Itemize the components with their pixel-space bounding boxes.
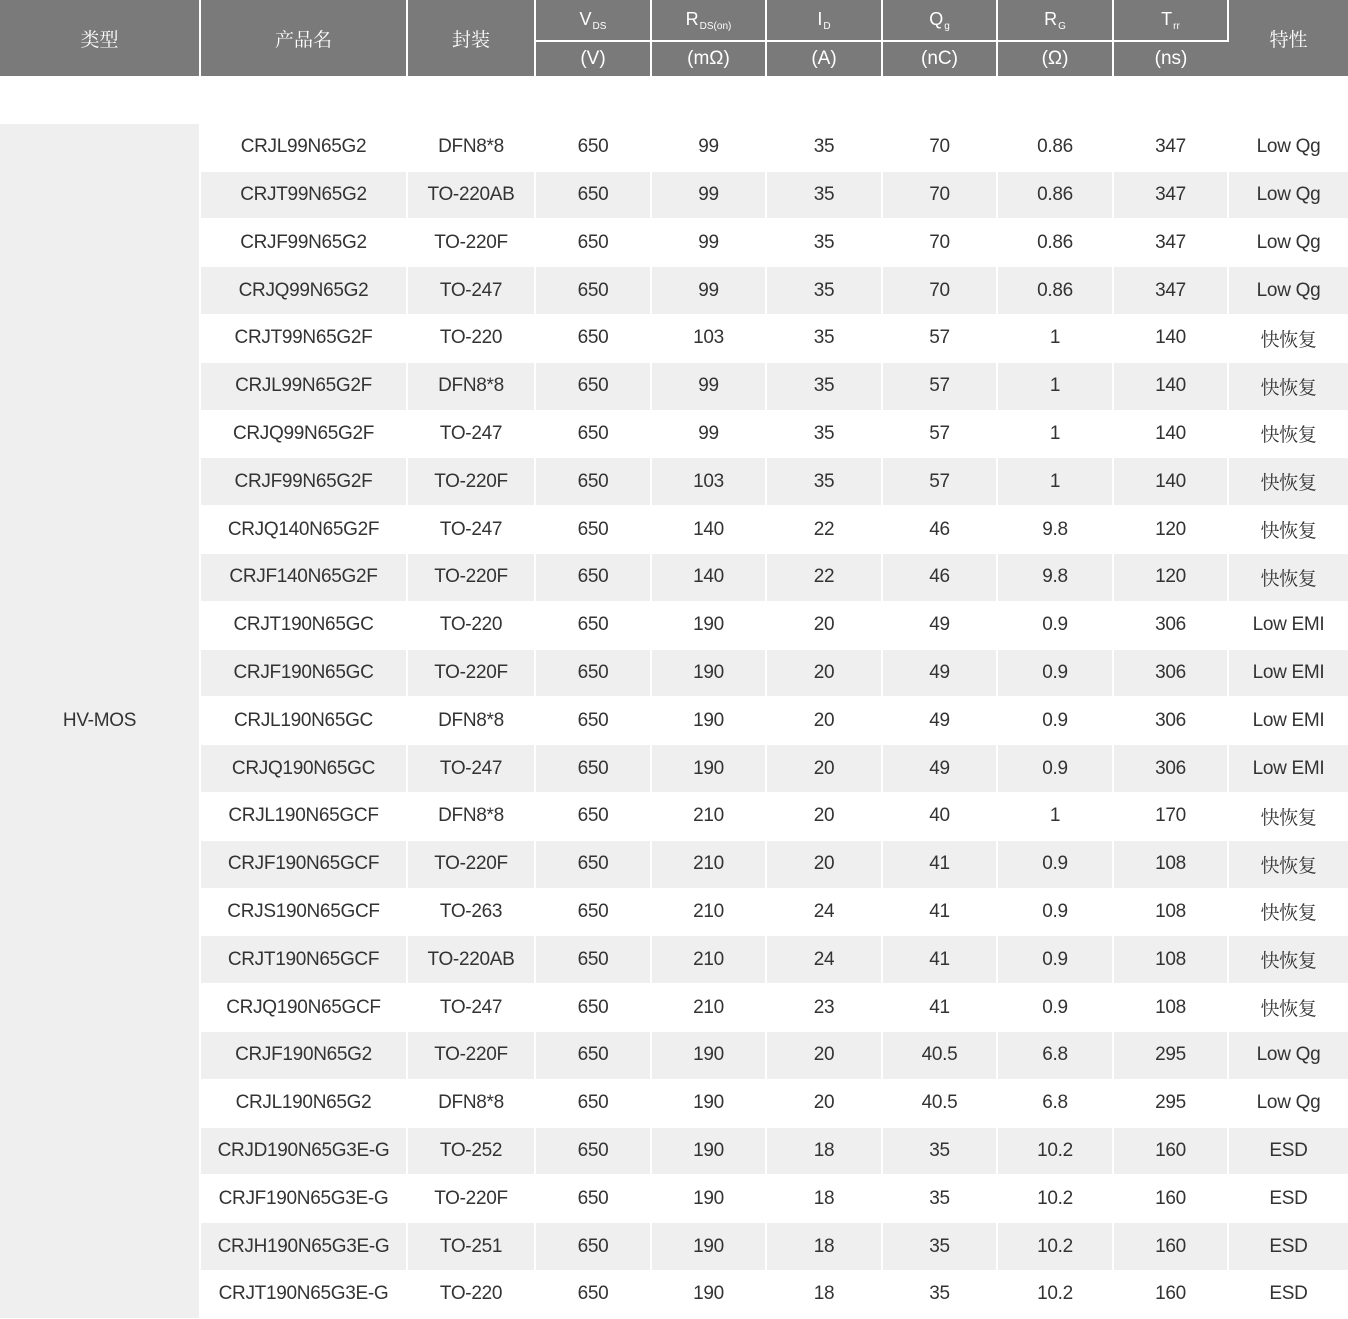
- table-row: [0, 649, 1348, 697]
- cell-package: TO-263: [407, 888, 535, 936]
- cell-trr: 160: [1113, 1127, 1228, 1175]
- cell-feature: 快恢复: [1228, 362, 1348, 410]
- cell-product: CRJD190N65G3E-G: [200, 1127, 407, 1175]
- cell-vds: 650: [535, 410, 651, 458]
- table-row: [0, 936, 1348, 984]
- cell-feature: ESD: [1228, 1127, 1348, 1175]
- cell-rg: 0.9: [997, 649, 1113, 697]
- cell-rg: 10.2: [997, 1175, 1113, 1223]
- col-header-feature: 特性: [1228, 0, 1348, 76]
- cell-qg: 40: [882, 792, 997, 840]
- cell-trr: 120: [1113, 506, 1228, 554]
- cell-rds: 140: [651, 553, 766, 601]
- cell-package: TO-220AB: [407, 936, 535, 984]
- cell-id: 35: [766, 410, 882, 458]
- cell-qg: 40.5: [882, 1031, 997, 1079]
- cell-id: 20: [766, 1079, 882, 1127]
- cell-vds: 650: [535, 745, 651, 793]
- cell-id: 35: [766, 219, 882, 267]
- cell-qg: 46: [882, 553, 997, 601]
- cell-feature: Low Qg: [1228, 171, 1348, 219]
- cell-feature: 快恢复: [1228, 792, 1348, 840]
- cell-vds: 650: [535, 601, 651, 649]
- col-header-rg: $R_G$: [997, 0, 1113, 41]
- table-row: [0, 506, 1348, 554]
- cell-feature: Low Qg: [1228, 123, 1348, 171]
- cell-qg: 41: [882, 888, 997, 936]
- table-row: [0, 697, 1348, 745]
- cell-feature: Low EMI: [1228, 745, 1348, 793]
- cell-vds: 650: [535, 171, 651, 219]
- cell-product: CRJQ99N65G2F: [200, 410, 407, 458]
- table-row: [0, 1223, 1348, 1271]
- table-row: [0, 458, 1348, 506]
- cell-qg: 41: [882, 984, 997, 1032]
- cell-rds: 210: [651, 840, 766, 888]
- table-row: [0, 1127, 1348, 1175]
- cell-id: 18: [766, 1127, 882, 1175]
- cell-vds: 650: [535, 314, 651, 362]
- cell-rg: 0.9: [997, 601, 1113, 649]
- cell-package: TO-220: [407, 314, 535, 362]
- cell-package: TO-220F: [407, 649, 535, 697]
- cell-package: TO-220: [407, 601, 535, 649]
- cell-rg: 1: [997, 362, 1113, 410]
- cell-id: 20: [766, 649, 882, 697]
- cell-qg: 41: [882, 840, 997, 888]
- unit-id: (A): [766, 41, 882, 76]
- cell-trr: 140: [1113, 362, 1228, 410]
- cell-rds: 210: [651, 792, 766, 840]
- cell-feature: 快恢复: [1228, 410, 1348, 458]
- cell-qg: 35: [882, 1223, 997, 1271]
- cell-vds: 650: [535, 1223, 651, 1271]
- cell-product: CRJF190N65G3E-G: [200, 1175, 407, 1223]
- unit-qg: (nC): [882, 41, 997, 76]
- cell-trr: 140: [1113, 314, 1228, 362]
- cell-rds: 103: [651, 314, 766, 362]
- cell-qg: 57: [882, 458, 997, 506]
- cell-feature: 快恢复: [1228, 936, 1348, 984]
- cell-trr: 306: [1113, 601, 1228, 649]
- cell-rds: 103: [651, 458, 766, 506]
- col-header-vds: $V_{DS}$: [535, 0, 651, 41]
- cell-trr: 160: [1113, 1175, 1228, 1223]
- cell-feature: 快恢复: [1228, 984, 1348, 1032]
- cell-rg: 10.2: [997, 1223, 1113, 1271]
- cell-trr: 140: [1113, 410, 1228, 458]
- table-row: [0, 123, 1348, 171]
- cell-qg: 46: [882, 506, 997, 554]
- cell-qg: 40.5: [882, 1079, 997, 1127]
- col-header-type: 类型: [0, 0, 200, 76]
- cell-feature: Low EMI: [1228, 649, 1348, 697]
- cell-vds: 650: [535, 1079, 651, 1127]
- cell-id: 24: [766, 936, 882, 984]
- cell-product: CRJL190N65GC: [200, 697, 407, 745]
- cell-feature: Low EMI: [1228, 601, 1348, 649]
- cell-product: CRJF99N65G2: [200, 219, 407, 267]
- cell-vds: 650: [535, 267, 651, 315]
- cell-feature: 快恢复: [1228, 314, 1348, 362]
- cell-rg: 1: [997, 410, 1113, 458]
- cell-rds: 190: [651, 697, 766, 745]
- cell-id: 20: [766, 840, 882, 888]
- cell-rg: 10.2: [997, 1127, 1113, 1175]
- cell-id: 22: [766, 506, 882, 554]
- cell-product: CRJQ99N65G2: [200, 267, 407, 315]
- cell-rg: 10.2: [997, 1270, 1113, 1318]
- cell-rds: 140: [651, 506, 766, 554]
- cell-product: CRJL99N65G2: [200, 123, 407, 171]
- cell-id: 18: [766, 1223, 882, 1271]
- cell-rds: 99: [651, 123, 766, 171]
- cell-package: DFN8*8: [407, 792, 535, 840]
- cell-trr: 170: [1113, 792, 1228, 840]
- cell-rds: 190: [651, 745, 766, 793]
- table-body: [0, 76, 1348, 1318]
- col-header-qg: $Q_g$: [882, 0, 997, 41]
- cell-rg: 1: [997, 458, 1113, 506]
- cell-feature: 快恢复: [1228, 458, 1348, 506]
- cell-rg: 1: [997, 792, 1113, 840]
- cell-rds: 190: [651, 1079, 766, 1127]
- cell-trr: 306: [1113, 745, 1228, 793]
- cell-rds: 190: [651, 1270, 766, 1318]
- cell-package: TO-247: [407, 745, 535, 793]
- cell-qg: 35: [882, 1175, 997, 1223]
- table-row: [0, 410, 1348, 458]
- cell-trr: 295: [1113, 1079, 1228, 1127]
- cell-qg: 57: [882, 314, 997, 362]
- cell-feature: Low Qg: [1228, 219, 1348, 267]
- table-row: [0, 1175, 1348, 1223]
- cell-package: TO-220: [407, 1270, 535, 1318]
- cell-package: DFN8*8: [407, 123, 535, 171]
- cell-feature: Low Qg: [1228, 267, 1348, 315]
- cell-package: TO-220F: [407, 1175, 535, 1223]
- cell-id: 35: [766, 314, 882, 362]
- cell-trr: 347: [1113, 219, 1228, 267]
- cell-package: TO-220F: [407, 458, 535, 506]
- cell-rds: 99: [651, 171, 766, 219]
- cell-rg: 0.86: [997, 219, 1113, 267]
- cell-package: DFN8*8: [407, 362, 535, 410]
- cell-vds: 650: [535, 888, 651, 936]
- cell-rg: 6.8: [997, 1031, 1113, 1079]
- col-header-id: $I_D$: [766, 0, 882, 41]
- cell-product: CRJL190N65GCF: [200, 792, 407, 840]
- cell-vds: 650: [535, 649, 651, 697]
- cell-product: CRJQ190N65GC: [200, 745, 407, 793]
- cell-rg: 0.9: [997, 888, 1113, 936]
- cell-qg: 70: [882, 171, 997, 219]
- table-row: [0, 1079, 1348, 1127]
- table-row: [0, 601, 1348, 649]
- cell-rds: 99: [651, 219, 766, 267]
- category-cell: HV-MOS: [0, 123, 200, 1318]
- table-row: [0, 267, 1348, 315]
- cell-vds: 650: [535, 553, 651, 601]
- cell-vds: 650: [535, 458, 651, 506]
- cell-feature: 快恢复: [1228, 840, 1348, 888]
- cell-qg: 49: [882, 697, 997, 745]
- cell-package: TO-251: [407, 1223, 535, 1271]
- cell-trr: 295: [1113, 1031, 1228, 1079]
- cell-package: TO-247: [407, 267, 535, 315]
- cell-product: CRJT190N65GCF: [200, 936, 407, 984]
- cell-rds: 190: [651, 649, 766, 697]
- cell-id: 20: [766, 745, 882, 793]
- cell-id: 23: [766, 984, 882, 1032]
- cell-feature: Low Qg: [1228, 1031, 1348, 1079]
- table-row: [0, 314, 1348, 362]
- cell-id: 20: [766, 697, 882, 745]
- cell-id: 35: [766, 362, 882, 410]
- cell-id: 35: [766, 123, 882, 171]
- cell-id: 18: [766, 1270, 882, 1318]
- cell-trr: 108: [1113, 936, 1228, 984]
- cell-id: 35: [766, 171, 882, 219]
- cell-rg: 9.8: [997, 553, 1113, 601]
- cell-vds: 650: [535, 1031, 651, 1079]
- cell-rg: 0.9: [997, 745, 1113, 793]
- table-row: [0, 553, 1348, 601]
- cell-qg: 49: [882, 649, 997, 697]
- cell-trr: 120: [1113, 553, 1228, 601]
- cell-package: TO-220AB: [407, 171, 535, 219]
- cell-package: DFN8*8: [407, 1079, 535, 1127]
- cell-product: CRJT190N65G3E-G: [200, 1270, 407, 1318]
- cell-package: DFN8*8: [407, 697, 535, 745]
- table-row: [0, 745, 1348, 793]
- cell-id: 20: [766, 601, 882, 649]
- cell-trr: 306: [1113, 697, 1228, 745]
- cell-qg: 70: [882, 267, 997, 315]
- cell-id: 20: [766, 1031, 882, 1079]
- cell-package: TO-252: [407, 1127, 535, 1175]
- table-row: [0, 362, 1348, 410]
- cell-rg: 9.8: [997, 506, 1113, 554]
- cell-trr: 140: [1113, 458, 1228, 506]
- cell-product: CRJT99N65G2F: [200, 314, 407, 362]
- cell-package: TO-220F: [407, 1031, 535, 1079]
- table-row: [0, 1270, 1348, 1318]
- cell-feature: Low EMI: [1228, 697, 1348, 745]
- unit-rds: (mΩ): [651, 41, 766, 76]
- cell-feature: ESD: [1228, 1223, 1348, 1271]
- cell-vds: 650: [535, 506, 651, 554]
- cell-qg: 57: [882, 362, 997, 410]
- cell-rg: 0.9: [997, 840, 1113, 888]
- cell-trr: 347: [1113, 123, 1228, 171]
- cell-rds: 190: [651, 1175, 766, 1223]
- cell-rg: 0.9: [997, 936, 1113, 984]
- cell-rds: 210: [651, 936, 766, 984]
- cell-vds: 650: [535, 936, 651, 984]
- table-row: [0, 1031, 1348, 1079]
- table-row: [0, 840, 1348, 888]
- cell-feature: ESD: [1228, 1270, 1348, 1318]
- cell-package: TO-220F: [407, 553, 535, 601]
- unit-vds: (V): [535, 41, 651, 76]
- cell-vds: 650: [535, 123, 651, 171]
- cell-rds: 99: [651, 410, 766, 458]
- cell-trr: 108: [1113, 840, 1228, 888]
- cell-vds: 650: [535, 1270, 651, 1318]
- cell-id: 22: [766, 553, 882, 601]
- cell-id: 35: [766, 458, 882, 506]
- col-header-package: 封装: [407, 0, 535, 76]
- cell-rg: 0.9: [997, 984, 1113, 1032]
- cell-qg: 41: [882, 936, 997, 984]
- cell-rds: 99: [651, 362, 766, 410]
- table-row: [0, 984, 1348, 1032]
- table-row: [0, 171, 1348, 219]
- cell-id: 24: [766, 888, 882, 936]
- cell-product: CRJF190N65GC: [200, 649, 407, 697]
- table-row: [0, 792, 1348, 840]
- cell-qg: 35: [882, 1127, 997, 1175]
- cell-rds: 99: [651, 267, 766, 315]
- cell-rds: 190: [651, 1127, 766, 1175]
- cell-rg: 0.9: [997, 697, 1113, 745]
- cell-feature: 快恢复: [1228, 553, 1348, 601]
- cell-product: CRJQ190N65GCF: [200, 984, 407, 1032]
- cell-vds: 650: [535, 840, 651, 888]
- cell-qg: 70: [882, 123, 997, 171]
- col-header-product: 产品名: [200, 0, 407, 76]
- cell-trr: 160: [1113, 1270, 1228, 1318]
- cell-qg: 49: [882, 745, 997, 793]
- cell-id: 20: [766, 792, 882, 840]
- cell-trr: 347: [1113, 267, 1228, 315]
- unit-rg: (Ω): [997, 41, 1113, 76]
- cell-qg: 49: [882, 601, 997, 649]
- cell-product: CRJT190N65GC: [200, 601, 407, 649]
- cell-product: CRJL99N65G2F: [200, 362, 407, 410]
- cell-qg: 70: [882, 219, 997, 267]
- col-header-trr: $T_{rr}$: [1113, 0, 1228, 41]
- cell-product: CRJF140N65G2F: [200, 553, 407, 601]
- cell-id: 18: [766, 1175, 882, 1223]
- cell-product: CRJL190N65G2: [200, 1079, 407, 1127]
- cell-package: TO-247: [407, 410, 535, 458]
- cell-rg: 6.8: [997, 1079, 1113, 1127]
- cell-product: CRJH190N65G3E-G: [200, 1223, 407, 1271]
- cell-feature: 快恢复: [1228, 506, 1348, 554]
- cell-trr: 108: [1113, 984, 1228, 1032]
- cell-package: TO-220F: [407, 840, 535, 888]
- cell-rg: 1: [997, 314, 1113, 362]
- cell-vds: 650: [535, 984, 651, 1032]
- cell-vds: 650: [535, 1127, 651, 1175]
- cell-rds: 210: [651, 888, 766, 936]
- cell-qg: 35: [882, 1270, 997, 1318]
- cell-product: CRJF190N65GCF: [200, 840, 407, 888]
- cell-product: CRJQ140N65G2F: [200, 506, 407, 554]
- cell-id: 35: [766, 267, 882, 315]
- col-header-rds: $R_{DS(on)}$: [651, 0, 766, 41]
- cell-trr: 306: [1113, 649, 1228, 697]
- cell-qg: 57: [882, 410, 997, 458]
- cell-package: TO-220F: [407, 219, 535, 267]
- cell-product: CRJT99N65G2: [200, 171, 407, 219]
- cell-rg: 0.86: [997, 267, 1113, 315]
- cell-vds: 650: [535, 219, 651, 267]
- cell-feature: ESD: [1228, 1175, 1348, 1223]
- cell-trr: 160: [1113, 1223, 1228, 1271]
- cell-rds: 190: [651, 1031, 766, 1079]
- cell-rds: 190: [651, 601, 766, 649]
- cell-vds: 650: [535, 1175, 651, 1223]
- cell-vds: 650: [535, 792, 651, 840]
- cell-rg: 0.86: [997, 171, 1113, 219]
- cell-package: TO-247: [407, 984, 535, 1032]
- cell-package: TO-247: [407, 506, 535, 554]
- cell-rds: 210: [651, 984, 766, 1032]
- cell-feature: 快恢复: [1228, 888, 1348, 936]
- table-row: [0, 888, 1348, 936]
- table-row: [0, 219, 1348, 267]
- cell-product: CRJF99N65G2F: [200, 458, 407, 506]
- unit-trr: (ns): [1113, 41, 1228, 76]
- cell-trr: 108: [1113, 888, 1228, 936]
- cell-product: CRJF190N65G2: [200, 1031, 407, 1079]
- cell-vds: 650: [535, 697, 651, 745]
- cell-vds: 650: [535, 362, 651, 410]
- cell-rds: 190: [651, 1223, 766, 1271]
- cell-rg: 0.86: [997, 123, 1113, 171]
- cell-feature: Low Qg: [1228, 1079, 1348, 1127]
- cell-product: CRJS190N65GCF: [200, 888, 407, 936]
- cell-trr: 347: [1113, 171, 1228, 219]
